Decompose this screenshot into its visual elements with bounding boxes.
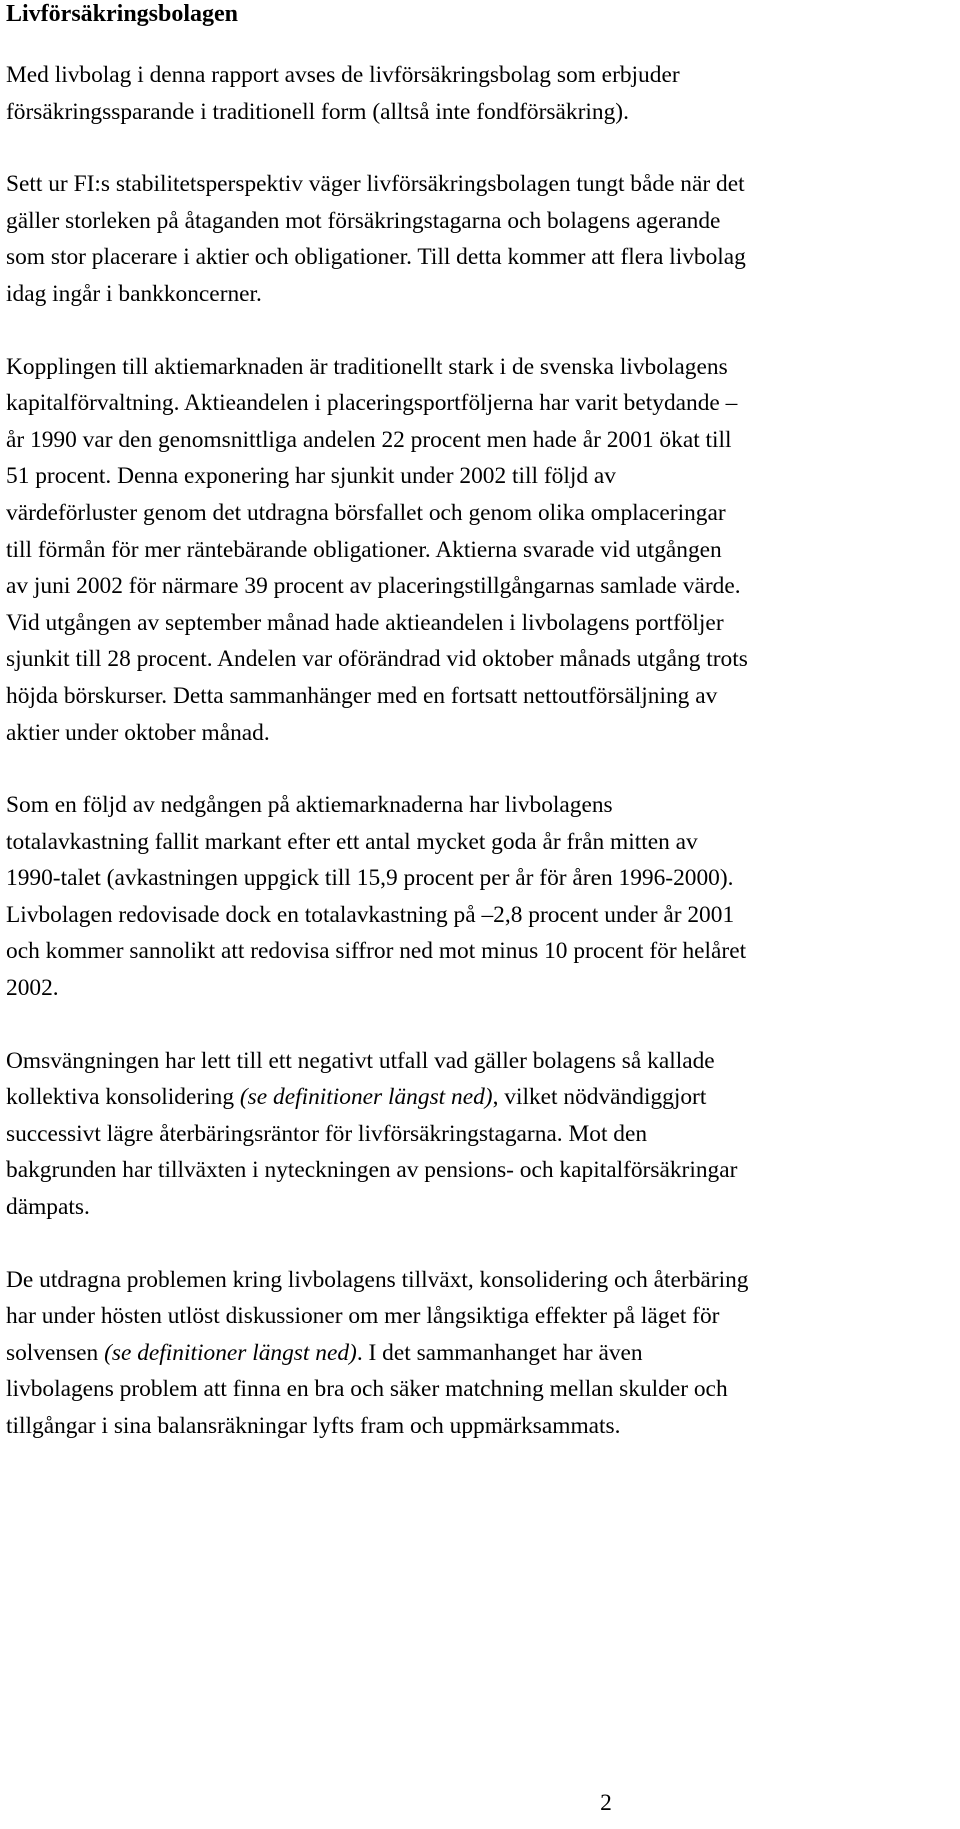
paragraph-line: till förmån för mer räntebärande obligationer. Aktierna svarade vid utgången [6,536,722,563]
paragraph-line: dämpats. [6,1194,90,1221]
paragraph-line: Kopplingen till aktiemarknaden är traditionellt stark i de svenska livbolagens [6,353,728,380]
paragraph-line: höjda börskurser. Detta sammanhänger med en fortsatt nettoutförsäljning av [6,682,718,709]
paragraph-line: av juni 2002 för närmare 39 procent av placeringstillgångarnas samlade värde. [6,573,741,600]
paragraph-total-return [6,787,956,1007]
paragraph-line: gäller storleken på åtaganden mot försäkringstagarna och bolagens agerande [6,207,721,234]
paragraph-line: 1990-talet (avkastningen uppgick till 15,9 procent per år för åren 1996-2000). [6,865,734,892]
paragraph-line: Som en följd av nedgången på aktiemarknaderna har livbolagens [6,792,613,819]
text-run: kollektiva konsolidering [6,1084,240,1111]
paragraph-line: 2002. [6,975,59,1002]
paragraph-line: idag ingår i bankkoncerner. [6,280,262,307]
document-page [6,0,956,1445]
page-number: 2 [600,1790,612,1816]
paragraph-line [6,1335,956,1372]
paragraph-line [6,1079,956,1116]
paragraph-solvency [6,1262,956,1445]
text-run: solvensen [6,1339,105,1366]
paragraph-line: livbolagens problem att finna en bra och säker matchning mellan skulder och [6,1376,728,1403]
paragraph-consolidation [6,1043,956,1226]
paragraph-line: Omsvängningen har lett till ett negativt utfall vad gäller bolagens så kallade [6,1047,715,1074]
paragraph-line: som stor placerare i aktier och obligationer. Till detta kommer att flera livbolag [6,244,746,271]
paragraph-line: sjunkit till 28 procent. Andelen var oförändrad vid oktober månads utgång trots [6,646,748,673]
paragraph-line: tillgångar i sina balansräkningar lyfts fram och uppmärksammats. [6,1413,621,1439]
paragraph-line: bakgrunden har tillväxten i nyteckningen av pensions- och kapitalförsäkringar [6,1157,738,1184]
paragraph-line: De utdragna problemen kring livbolagens tillväxt, konsolidering och återbäring [6,1266,749,1293]
paragraph-line: totalavkastning fallit markant efter ett antal mycket goda år från mitten av [6,828,698,855]
paragraph-line: 51 procent. Denna exponering har sjunkit under 2002 till följd av [6,463,616,490]
paragraph-line: successivt lägre återbäringsräntor för livförsäkringstagarna. Mot den [6,1120,648,1147]
paragraph-intro [6,57,956,130]
paragraph-line: Sett ur FI:s stabilitetsperspektiv väger livförsäkringsbolagen tungt både när det [6,171,745,198]
paragraph-line: värdeförluster genom det utdragna börsfallet och genom olika omplaceringar [6,499,726,526]
section-title: Livförsäkringsbolagen [6,1,239,27]
paragraph-equity-market [6,349,956,752]
paragraph-line: har under hösten utlöst diskussioner om mer långsiktiga effekter på läget för [6,1303,720,1330]
paragraph-line: år 1990 var den genomsnittliga andelen 22 procent men hade år 2001 ökat till [6,426,732,453]
definitions-reference: (se definitioner längst ned) [239,1084,493,1111]
paragraph-line: försäkringssparande i traditionell form (alltså inte fondförsäkring). [6,98,629,125]
paragraph-line: Livbolagen redovisade dock en totalavkastning på –2,8 procent under år 2001 [6,901,735,928]
paragraph-line: kapitalförvaltning. Aktieandelen i placeringsportföljerna har varit betydande – [6,390,738,417]
paragraph-line: och kommer sannolikt att redovisa siffror ned mot minus 10 procent för helåret [6,938,747,965]
definitions-reference: (se definitioner längst ned) [104,1339,357,1366]
text-run: . I det sammanhanget har även [356,1339,643,1366]
text-run: , vilket nödvändiggjort [492,1084,707,1111]
paragraph-line: aktier under oktober månad. [6,719,270,746]
paragraph-stability [6,166,956,312]
paragraph-line: Med livbolag i denna rapport avses de livförsäkringsbolag som erbjuder [6,62,680,88]
paragraph-line: Vid utgången av september månad hade aktieandelen i livbolagens portföljer [6,609,724,636]
